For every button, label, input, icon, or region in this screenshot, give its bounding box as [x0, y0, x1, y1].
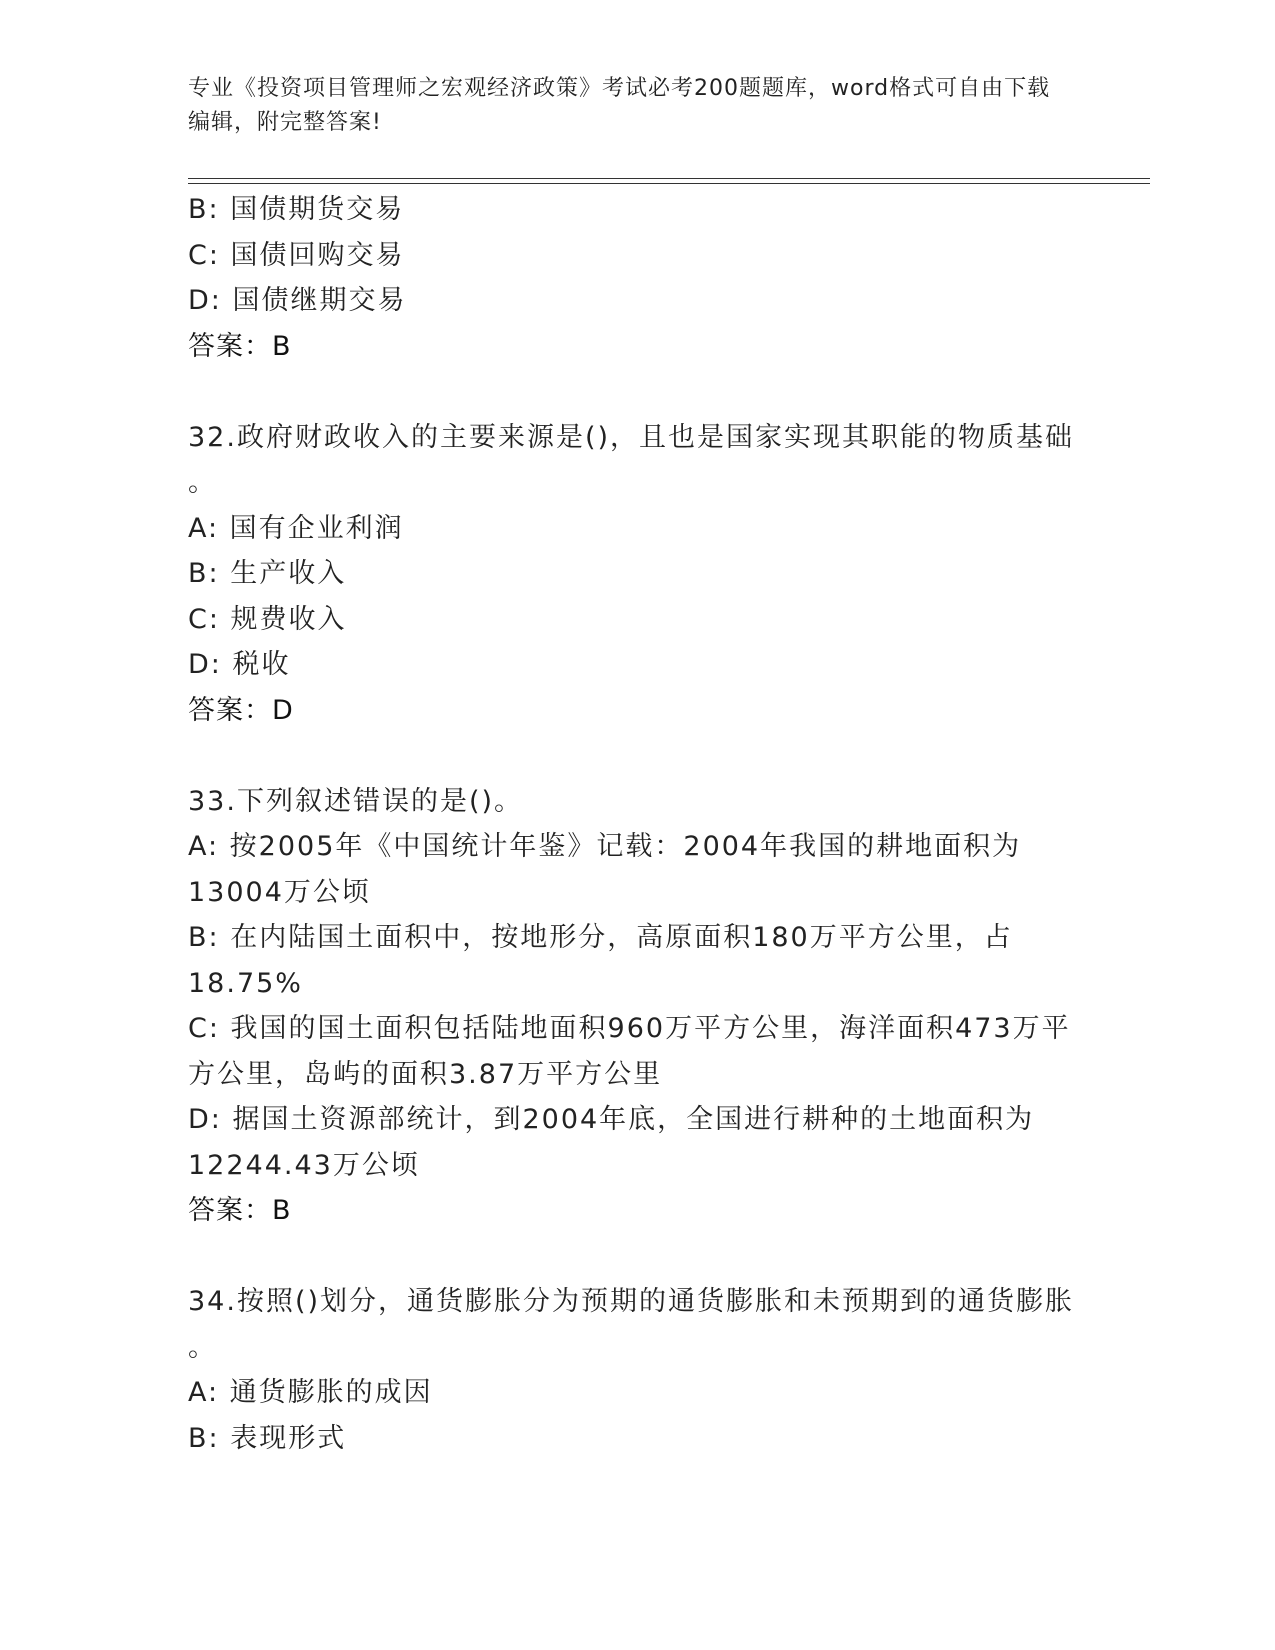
option-item: 13004万公顷: [188, 876, 371, 908]
document-header: [188, 72, 1068, 140]
header-divider-bottom: [188, 183, 1150, 184]
option-item: B: 国债期货交易: [188, 194, 405, 225]
option-item: C: 国债回购交易: [188, 239, 405, 271]
option-item: 方公里，岛屿的面积3.87万平方公里: [188, 1058, 663, 1090]
block-spacer: [188, 369, 1088, 415]
option-item: B: 在内陆国土面积中，按地形分，高原面积180万平方公里，占: [188, 922, 1013, 953]
option-list: [188, 506, 1088, 688]
option-item: D: 国债继期交易: [188, 285, 407, 316]
question-block: [188, 779, 1088, 1280]
answer-text: 答案：D: [188, 694, 294, 726]
option-item: D: 税收: [188, 649, 291, 680]
option-list: [188, 1370, 1088, 1461]
header-text: 专业《投资项目管理师之宏观经济政策》考试必考200题题库，word格式可自由下载编辑，附完整答案!: [188, 76, 1051, 135]
option-item: A: 国有企业利润: [188, 512, 404, 544]
option-item: A: 按2005年《中国统计年鉴》记载：2004年我国的耕地面积为: [188, 831, 1022, 862]
question-block: [188, 187, 1088, 415]
question-text: 32.政府财政收入的主要来源是()，且也是国家实现其职能的物质基础: [188, 421, 1075, 453]
block-spacer: [188, 1234, 1088, 1280]
question-text: 。: [188, 1331, 217, 1363]
question-text: 。: [188, 467, 217, 498]
option-item: D: 据国土资源部统计，到2004年底，全国进行耕种的土地面积为: [188, 1104, 1035, 1135]
option-item: C: 我国的国土面积包括陆地面积960万平方公里，海洋面积473万平: [188, 1013, 1071, 1044]
question-text: 34.按照()划分，通货膨胀分为预期的通货膨胀和未预期到的通货膨胀: [188, 1286, 1075, 1317]
answer-text: 答案：B: [188, 330, 292, 362]
option-item: 18.75%: [188, 967, 303, 999]
option-list: [188, 187, 1088, 324]
option-item: A: 通货膨胀的成因: [188, 1377, 433, 1408]
question-list: [188, 187, 1088, 1461]
question-block: [188, 415, 1088, 779]
option-item: B: 生产收入: [188, 558, 347, 589]
header-divider-top: [188, 178, 1150, 179]
option-item: C: 规费收入: [188, 603, 347, 635]
answer-text: 答案：B: [188, 1195, 292, 1226]
option-item: B: 表现形式: [188, 1422, 347, 1454]
question-text: 33.下列叙述错误的是()。: [188, 785, 524, 817]
option-item: 12244.43万公顷: [188, 1149, 420, 1181]
question-block: [188, 1279, 1088, 1461]
option-list: [188, 824, 1088, 1188]
block-spacer: [188, 733, 1088, 779]
